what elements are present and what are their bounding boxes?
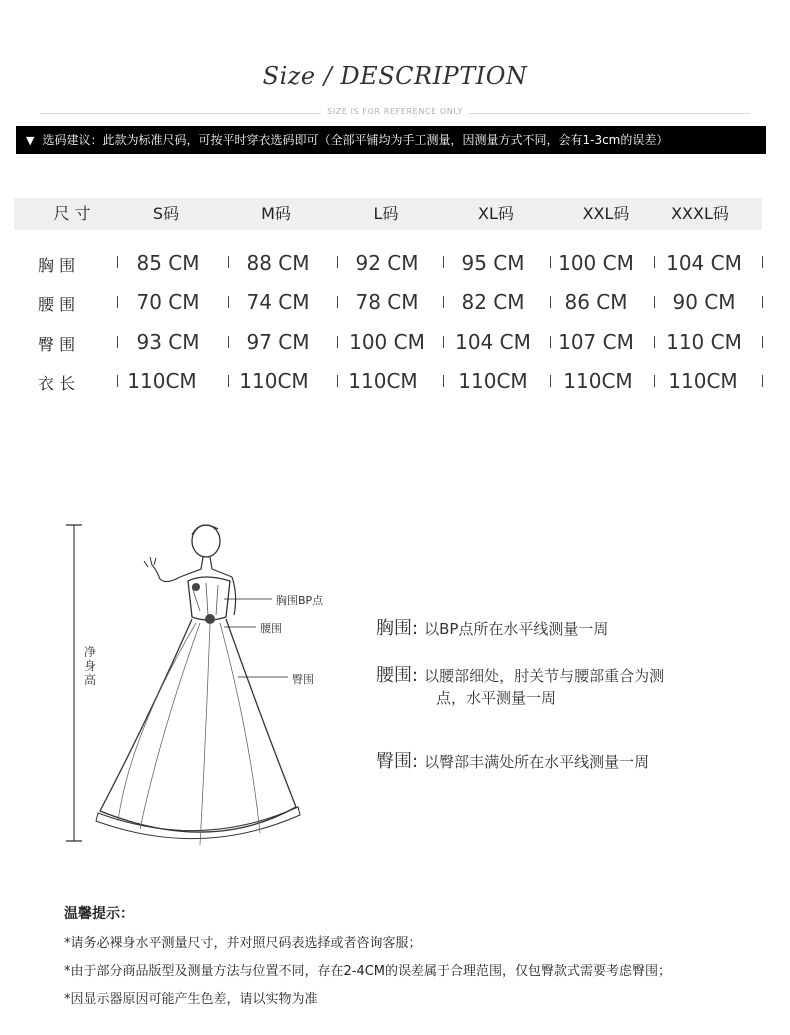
row-label-waist: 腰 围 xyxy=(38,295,76,314)
size-col-xxl: XXL码 xyxy=(582,204,630,223)
definition-term: 胸围: xyxy=(376,618,419,639)
column-divider xyxy=(550,375,551,387)
table-cell: 97 CM xyxy=(246,330,310,354)
column-divider xyxy=(228,336,229,348)
size-advice-text: 选码建议：此款为标准尺码，可按平时穿衣选码即可（全部平铺均为手工测量，因测量方式不同，会有1-3cm的误差） xyxy=(42,133,669,147)
row-label-length: 衣 长 xyxy=(38,374,76,393)
table-cell: 100 CM xyxy=(349,330,425,354)
table-cell: 92 CM xyxy=(355,251,419,275)
waist-definition-continued: 点，水平测量一周 xyxy=(436,689,557,707)
size-col-s: S码 xyxy=(152,204,180,223)
definition-term: 腰围: xyxy=(376,665,419,686)
column-divider xyxy=(337,296,338,308)
column-divider xyxy=(443,296,444,308)
hip-label: 臀围 xyxy=(292,673,314,686)
column-divider xyxy=(762,296,763,308)
bp-label: 胸围BP点 xyxy=(276,594,324,607)
definition-text: 以腰部细处，肘关节与腰部重合为测 xyxy=(424,667,665,685)
page-subtitle: SIZE IS FOR REFERENCE ONLY xyxy=(0,107,790,116)
tip-line: *因显示器原因可能产生色差，请以实物为准 xyxy=(64,992,318,1007)
definition-term: 臀围: xyxy=(376,751,419,772)
height-label: 净身高 xyxy=(84,645,97,687)
table-cell: 110CM xyxy=(348,369,418,393)
column-divider xyxy=(443,256,444,268)
column-divider xyxy=(228,296,229,308)
warm-tips xyxy=(64,903,671,1016)
table-cell: 78 CM xyxy=(355,290,419,314)
column-divider xyxy=(762,256,763,268)
column-divider xyxy=(117,256,118,268)
column-divider xyxy=(654,256,655,268)
size-col-m: M码 xyxy=(261,204,291,223)
table-cell: 86 CM xyxy=(564,290,628,314)
column-divider xyxy=(762,375,763,387)
row-label-bust: 胸 围 xyxy=(38,256,76,275)
column-divider xyxy=(762,336,763,348)
row-label-hip: 臀 围 xyxy=(38,335,76,354)
size-advice-banner xyxy=(16,126,766,154)
triangle-down-icon: ▼ xyxy=(26,134,35,147)
table-cell: 110CM xyxy=(668,369,738,393)
table-cell: 110 CM xyxy=(666,330,742,354)
page-title: Size / DESCRIPTION xyxy=(262,62,528,90)
size-col-l: L码 xyxy=(373,204,399,223)
bust-definition xyxy=(376,614,608,640)
tip-line: *由于部分商品版型及测量方法与位置不同，存在2-4CM的误差属于合理范围，仅包臀款式需要考虑臀围； xyxy=(64,964,672,979)
column-divider xyxy=(654,375,655,387)
table-cell: 100 CM xyxy=(558,251,634,275)
table-cell: 95 CM xyxy=(461,251,525,275)
definition-text: 以臀部丰满处所在水平线测量一周 xyxy=(424,753,650,771)
column-divider xyxy=(443,375,444,387)
table-cell: 104 CM xyxy=(455,330,531,354)
table-cell: 90 CM xyxy=(672,290,736,314)
column-divider xyxy=(228,256,229,268)
hip-definition xyxy=(376,747,649,773)
table-cell: 104 CM xyxy=(666,251,742,275)
table-cell: 93 CM xyxy=(136,330,200,354)
size-col-xl: XL码 xyxy=(478,204,514,223)
waist-label: 腰围 xyxy=(260,622,282,635)
column-divider xyxy=(443,336,444,348)
table-cell: 70 CM xyxy=(136,290,200,314)
column-divider xyxy=(117,336,118,348)
table-cell: 107 CM xyxy=(558,330,634,354)
column-divider xyxy=(337,336,338,348)
column-divider xyxy=(654,336,655,348)
table-cell: 85 CM xyxy=(136,251,200,275)
table-cell: 110CM xyxy=(127,369,197,393)
column-divider xyxy=(337,256,338,268)
table-cell: 88 CM xyxy=(246,251,310,275)
waist-definition xyxy=(376,661,664,687)
table-cell: 82 CM xyxy=(461,290,525,314)
figure-skirt xyxy=(100,619,296,832)
size-col-xxxl: XXXL码 xyxy=(671,204,729,223)
column-divider xyxy=(117,296,118,308)
column-divider xyxy=(654,296,655,308)
size-table-header xyxy=(14,198,762,230)
definition-text: 以BP点所在水平线测量一周 xyxy=(424,620,609,638)
table-cell: 110CM xyxy=(563,369,633,393)
tips-title: 温馨提示： xyxy=(64,906,134,922)
tip-line: *请务必裸身水平测量尺寸，并对照尺码表选择或者咨询客服； xyxy=(64,936,422,951)
gown-measurement-illustration xyxy=(60,515,310,860)
size-header-label: 尺 寸 xyxy=(53,204,91,223)
table-cell: 110CM xyxy=(239,369,309,393)
table-cell: 110CM xyxy=(458,369,528,393)
table-cell: 74 CM xyxy=(246,290,310,314)
